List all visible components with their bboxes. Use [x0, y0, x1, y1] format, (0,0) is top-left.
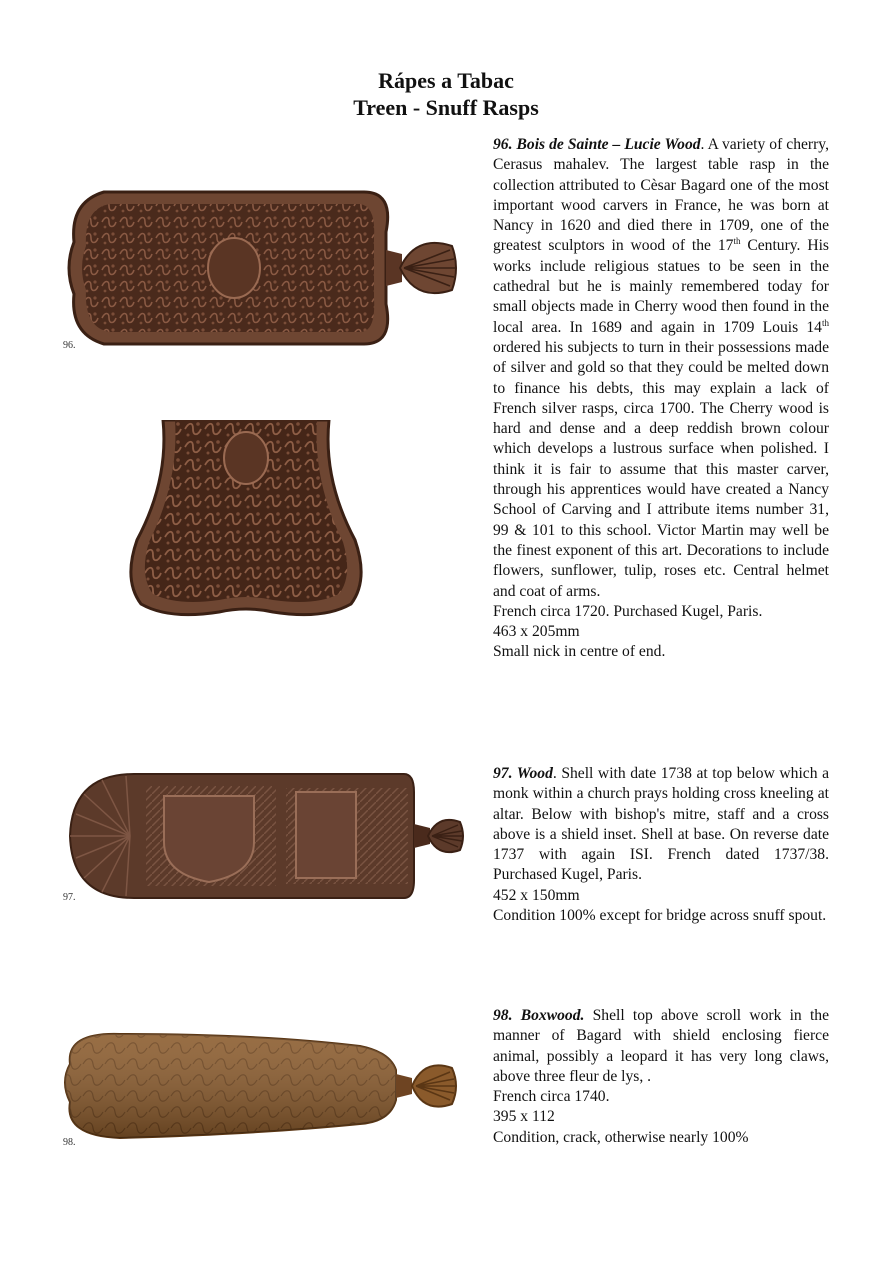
- item-96-origin: French circa 1720. Purchased Kugel, Paris.: [493, 602, 763, 620]
- item-98-condition: Condition, crack, otherwise nearly 100%: [493, 1128, 749, 1146]
- item-96-dimensions: 463 x 205mm: [493, 623, 580, 641]
- item-96-text-part1: . A variety of cherry, Cerasus mahalev. The largest table rasp in the collection attributed to Cèsar Bagard one of the most important wood carvers in France, he was born at Nancy in 1620 and died there in 1709, one of the greatest sculptors in wood of the 17: [493, 136, 829, 255]
- item-97-condition: Condition 100% except for bridge across snuff spout.: [493, 907, 827, 925]
- page-title: Rápes a Tabac: [378, 68, 514, 93]
- page-subtitle: Treen - Snuff Rasps: [353, 95, 539, 120]
- item-96-heading: 96. Bois de Sainte – Lucie Wood: [493, 136, 701, 153]
- item-98-text: Shell top above scroll work in the manner of Bagard with shield enclosing fierce animal, possibly a leopard it has very long claws, above three fleur de lys, .: [493, 1007, 829, 1085]
- item-98-origin: French circa 1740.: [493, 1088, 610, 1106]
- item-96-text-part2: Century. His works include religious statues to be seen in the cathedral but he is mainly remembered today for small objects made in Cherry wood then found in the local area. In 1689 and again in 1709 Louis 14: [493, 237, 829, 336]
- item-98-description: [493, 1006, 829, 1148]
- figure-number: 98.: [63, 1137, 76, 1148]
- rasp-96-front-photo: [64, 182, 464, 354]
- item-96-description: [493, 135, 829, 663]
- item-97-description: [493, 764, 829, 926]
- superscript: th: [733, 236, 741, 247]
- rasp-97-photo: [64, 770, 464, 902]
- rasp-96-detail-photo: [123, 420, 369, 620]
- superscript: th: [821, 317, 829, 328]
- item-97-heading: 97. Wood: [493, 765, 553, 782]
- rasp-98-photo: [60, 1024, 460, 1144]
- item-96-text-part3: ordered his subjects to turn in their possessions made of silver and gold so that they could be melted down to finance his debts, this may explain a lack of French silver rasps, circa 1700. The Cherry wood is hard and dense and a deep reddish brown colour which develops a lustrous surface when polished. I think it is fair to assume that this master carver, through his apprentices would have created a Nancy School of Carving and I attribute items number 31, 99 & 101 to this school. Victor Martin may well be the finest exponent of this art. Decorations to include flowers, sunflower, tulip, roses etc. Central helmet and coat of arms.: [493, 338, 829, 600]
- figure-number: 96.: [63, 340, 76, 351]
- item-98-heading: 98. Boxwood.: [493, 1007, 585, 1024]
- figure-number: 97.: [63, 892, 76, 903]
- item-96-condition: Small nick in centre of end.: [493, 643, 666, 661]
- item-97-text: . Shell with date 1738 at top below which a monk within a church prays holding cross kneeling at altar. Below with bishop's mitre, staff and a cross above is a shield inset. Shell at base. On reverse date 1737 with again ISI. French dated 1737/38. Purchased Kugel, Paris.: [493, 765, 829, 884]
- item-97-dimensions: 452 x 150mm: [493, 886, 580, 904]
- item-98-dimensions: 395 x 112: [493, 1108, 555, 1126]
